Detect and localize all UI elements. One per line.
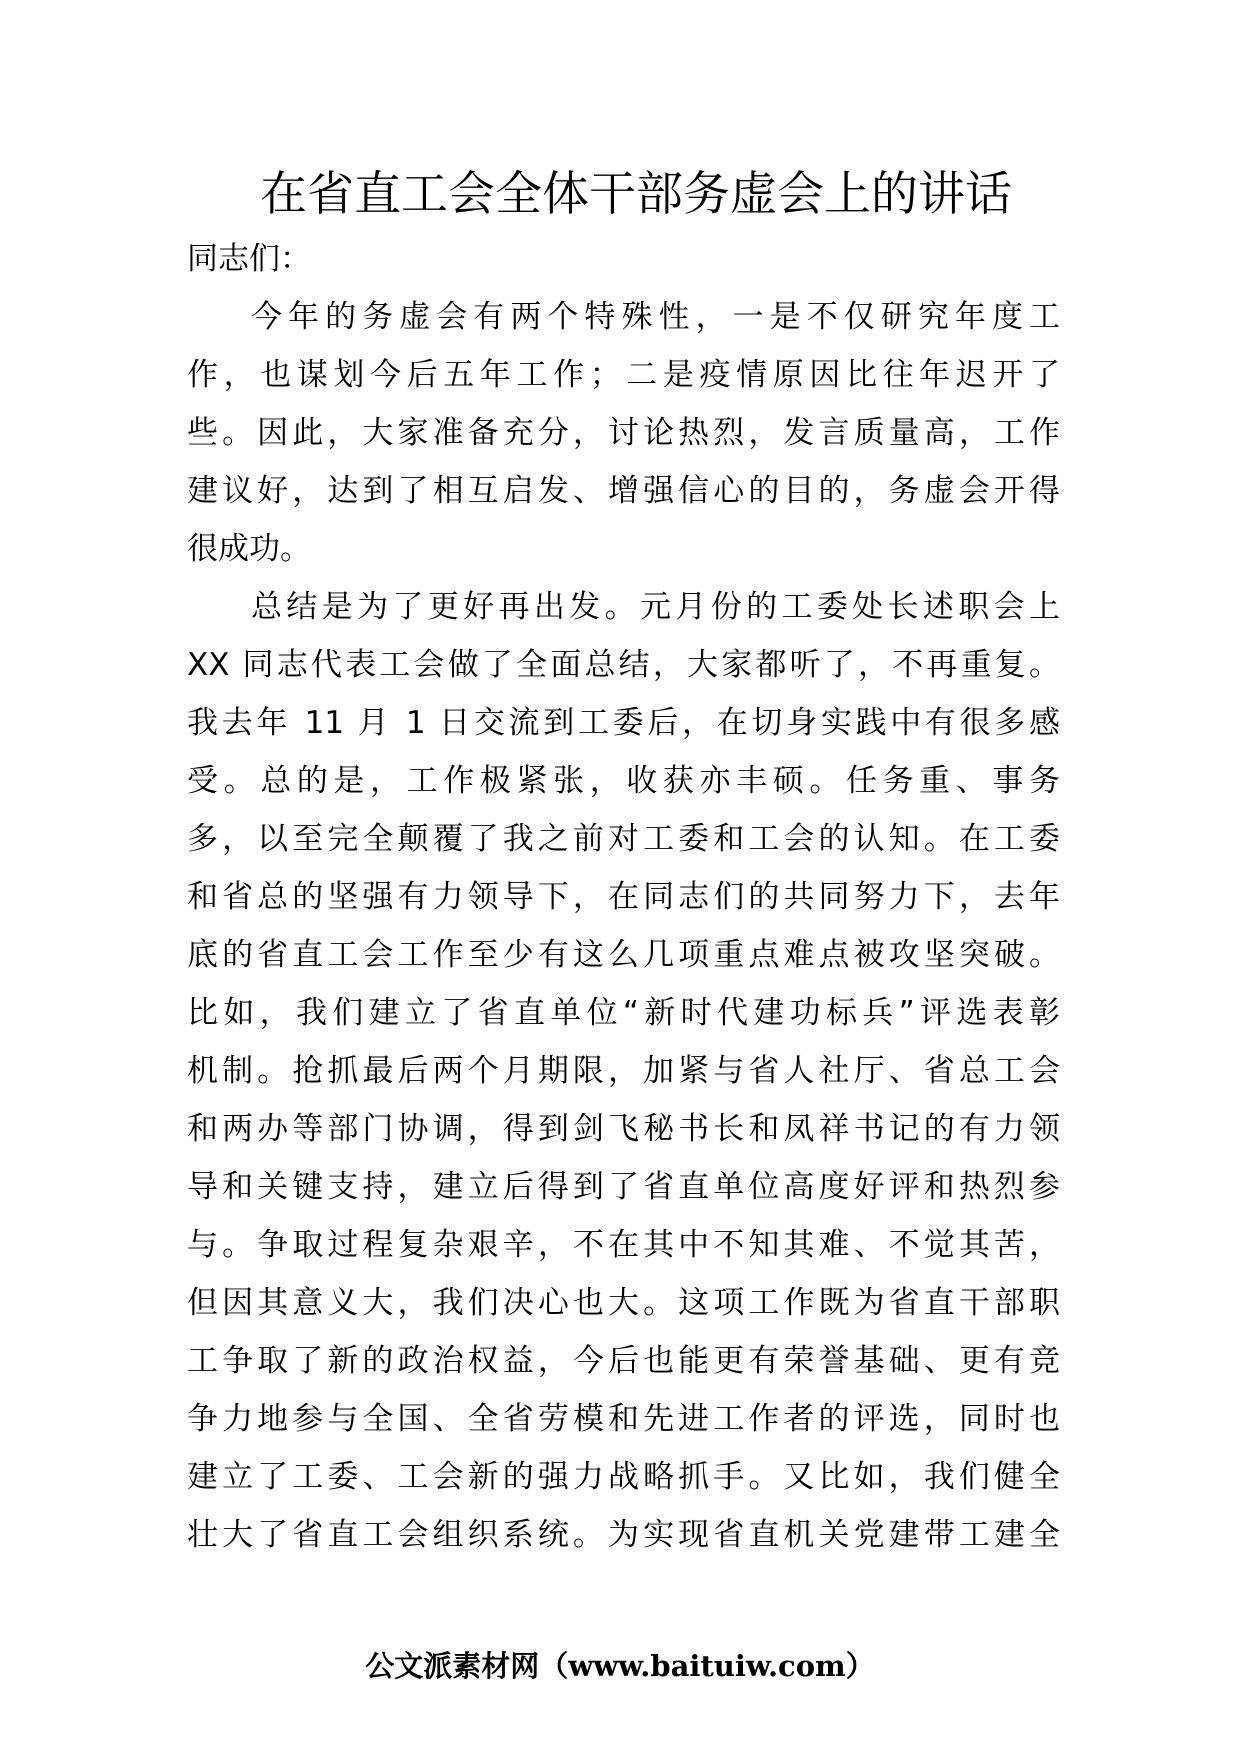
text-line: 总结是为了更好再出发。元月份的工委处长述职会上: [251, 589, 1060, 625]
text-line: 壮大了省直工会组织系统。为实现省直机关党建带工建全: [187, 1517, 1060, 1553]
text-line: 工争取了新的政治权益，今后也能更有荣誉基础、更有竞: [187, 1343, 1060, 1379]
text-line: 机制。抢抓最后两个月期限，加紧与省人社厅、省总工会: [187, 1053, 1060, 1089]
text-line: 争力地参与全国、全省劳模和先进工作者的评选，同时也: [187, 1401, 1060, 1437]
text-line: 与。争取过程复杂艰辛，不在其中不知其难、不觉其苦，: [187, 1227, 1060, 1263]
text-line: 作，也谋划今后五年工作；二是疫情原因比往年迟开了: [187, 357, 1060, 393]
text-line: 建立了工委、工会新的强力战略抓手。又比如，我们健全: [187, 1459, 1060, 1495]
text-line: 比如，我们建立了省直单位“新时代建功标兵”评选表彰: [187, 995, 1060, 1031]
text-line: 我去年 11 月 1 日交流到工委后，在切身实践中有很多感: [187, 705, 1060, 741]
text-line: 建议好，达到了相互启发、增强信心的目的，务虚会开得: [187, 473, 1060, 509]
text-line: 和两办等部门协调，得到剑飞秘书长和凤祥书记的有力领: [187, 1111, 1060, 1147]
page-title: 在省直工会全体干部务虚会上的讲话: [260, 167, 1012, 222]
paragraph: [187, 288, 1060, 578]
document-body: [187, 230, 1060, 1564]
text-line: 底的省直工会工作至少有这么几项重点难点被攻坚突破。: [187, 937, 1060, 973]
text-line: 今年的务虚会有两个特殊性，一是不仅研究年度工: [251, 299, 1060, 335]
footer-watermark: 公文派素材网（www.baituiw.com）: [365, 1649, 875, 1683]
text-line: 多，以至完全颠覆了我之前对工委和工会的认知。在工委: [187, 821, 1060, 857]
text-line: 受。总的是，工作极紧张，收获亦丰硕。任务重、事务: [187, 763, 1060, 799]
salutation: 同志们：: [187, 241, 311, 277]
text-line: 很成功。: [187, 531, 311, 567]
paragraph: [187, 578, 1060, 1564]
text-line: 导和关键支持，建立后得到了省直单位高度好评和热烈参: [187, 1169, 1060, 1205]
text-line: 和省总的坚强有力领导下，在同志们的共同努力下，去年: [187, 879, 1060, 915]
text-line: 些。因此，大家准备充分，讨论热烈，发言质量高，工作: [187, 415, 1060, 451]
text-line: 但因其意义大，我们决心也大。这项工作既为省直干部职: [187, 1285, 1060, 1321]
text-line: XX 同志代表工会做了全面总结，大家都听了，不再重复。: [187, 647, 1060, 683]
